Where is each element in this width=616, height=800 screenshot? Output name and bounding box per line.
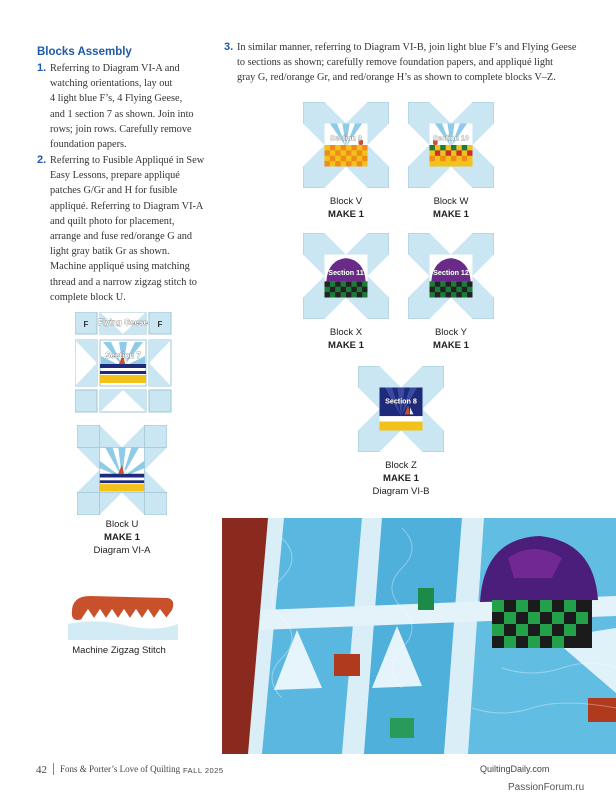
step-number: 3. bbox=[224, 41, 234, 53]
section-7-label: Section 7 bbox=[105, 351, 141, 360]
f-patch bbox=[75, 390, 97, 412]
site-url: QuiltingDaily.com bbox=[480, 764, 550, 774]
f-patch bbox=[149, 390, 171, 412]
section-9-label: Section 9 bbox=[330, 134, 362, 143]
zigzag-stitch-illustration bbox=[68, 588, 178, 640]
footer-divider bbox=[53, 763, 54, 775]
block-z bbox=[358, 366, 444, 452]
step-2-text: Referring to Fusible Appliqué in Sew Easy Lessons, prepare appliqué patches G/Gr and H for fusible appliqué. Referring to Diagram VI-A and quilt photo for placement, arrange and fuse red/orange G and light gray batik Gr as shown. Machine appliqué using matching thread and a narrow zigzag stitch to complete block U. bbox=[50, 155, 205, 303]
page-number: 42 bbox=[36, 764, 47, 776]
section-11-label: Section 11 bbox=[328, 269, 364, 278]
section-heading: Blocks Assembly bbox=[37, 46, 132, 58]
step-1-text: Referring to Diagram VI-A and watching orientations, lay out 4 light blue F’s, 4 Flying Geese, and 1 section 7 as shown. Join into rows; join rows. Carefully remove foundation papers. bbox=[50, 63, 194, 151]
diagram-vi-a-exploded bbox=[75, 312, 175, 414]
step-number: 1. bbox=[37, 62, 47, 74]
block-z-caption: Block Z MAKE 1 Diagram VI-B bbox=[372, 460, 430, 497]
block-u-caption: Block U MAKE 1 Diagram VI-A bbox=[93, 519, 151, 556]
section-12-label: Section 12 bbox=[433, 269, 469, 278]
step-number: 2. bbox=[37, 154, 47, 166]
step-3-text: In similar manner, referring to Diagram VI-B, join light blue F’s and Flying Geese to sections as shown; carefully remove foundation papers, and appliqué light gray G, red/orange Gr, and red/orange H’s as shown to complete blocks V–Z. bbox=[237, 42, 577, 84]
zigzag-caption: Machine Zigzag Stitch bbox=[72, 645, 166, 656]
block-v bbox=[303, 102, 389, 188]
watermark: PassionForum.ru bbox=[508, 782, 585, 793]
section-8-label: Section 8 bbox=[385, 397, 417, 406]
block-x-caption: Block X MAKE 1 bbox=[328, 327, 364, 351]
section-10-label: Section 10 bbox=[433, 134, 469, 143]
block-y-caption: Block Y MAKE 1 bbox=[433, 327, 469, 351]
magazine-title: Fons & Porter’s Love of Quilting bbox=[60, 764, 181, 774]
issue-label: FALL 2025 bbox=[183, 766, 224, 775]
f-label: F bbox=[157, 320, 163, 329]
block-w-caption: Block W MAKE 1 bbox=[433, 196, 469, 220]
quilt-photo bbox=[222, 518, 616, 754]
block-v-caption: Block V MAKE 1 bbox=[328, 196, 364, 220]
geese-label: Flying Geese bbox=[98, 318, 148, 327]
block-y bbox=[408, 233, 494, 319]
f-label: F bbox=[83, 320, 89, 329]
block-x bbox=[303, 233, 389, 319]
block-w bbox=[408, 102, 494, 188]
block-u-assembled bbox=[77, 425, 167, 515]
